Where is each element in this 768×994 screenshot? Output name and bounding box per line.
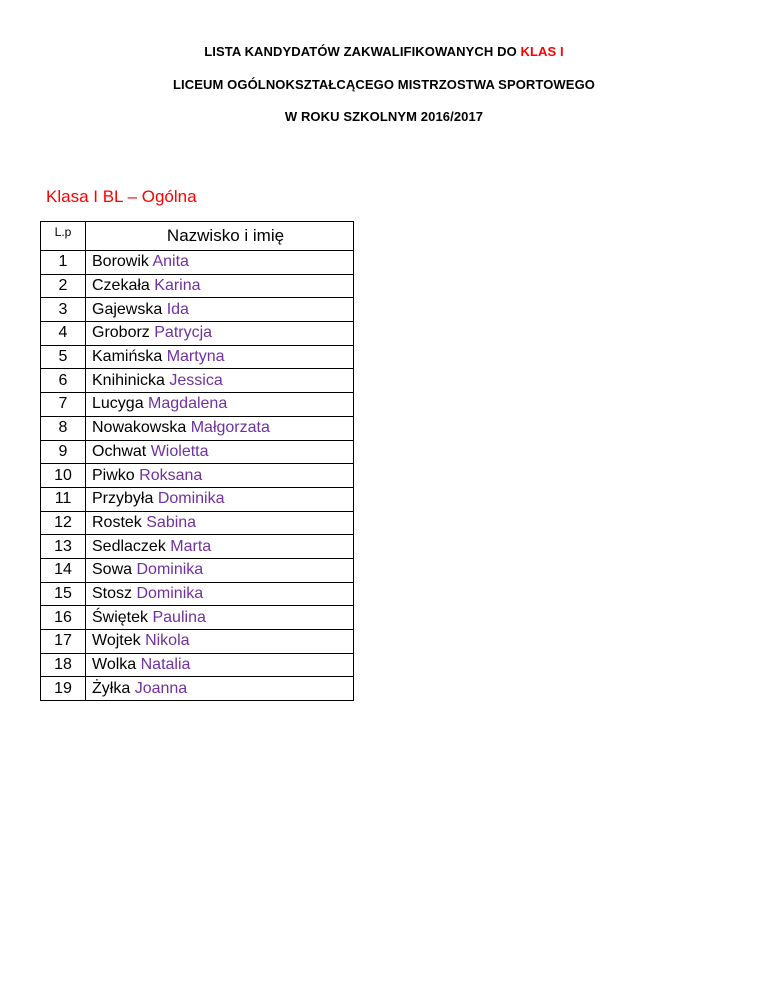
candidate-name	[86, 440, 354, 464]
table-row	[41, 535, 354, 559]
last-name: Nowakowska	[92, 419, 187, 437]
candidate-name	[86, 582, 354, 606]
candidate-name	[86, 369, 354, 393]
first-name: Dominika	[136, 584, 204, 602]
candidate-name	[86, 251, 354, 275]
candidate-name	[86, 298, 354, 322]
table-row	[41, 440, 354, 464]
row-number: 16	[41, 606, 86, 630]
row-number: 4	[41, 322, 86, 346]
table-row	[41, 393, 354, 417]
candidate-name	[86, 464, 354, 488]
first-name: Paulina	[152, 608, 206, 626]
table-row	[41, 298, 354, 322]
last-name: Borowik	[92, 253, 149, 271]
candidate-name	[86, 630, 354, 654]
candidate-name	[86, 274, 354, 298]
row-number: 7	[41, 393, 86, 417]
row-number: 14	[41, 558, 86, 582]
last-name: Świętek	[92, 608, 149, 626]
last-name: Sowa	[92, 561, 133, 579]
first-name: Anita	[152, 253, 189, 271]
title-line-1-accent: KLAS I	[520, 44, 564, 59]
table-row	[41, 251, 354, 275]
table-row	[41, 677, 354, 701]
table-header-row	[41, 222, 354, 251]
table-row	[41, 653, 354, 677]
table-row	[41, 464, 354, 488]
candidate-name	[86, 558, 354, 582]
last-name: Knihinicka	[92, 371, 165, 389]
last-name: Żyłka	[92, 679, 131, 697]
row-number: 6	[41, 369, 86, 393]
title-line-1-text: LISTA KANDYDATÓW ZAKWALIFIKOWANYCH DO	[204, 44, 521, 59]
row-number: 1	[41, 251, 86, 275]
candidate-name	[86, 606, 354, 630]
last-name: Stosz	[92, 584, 133, 602]
candidate-name	[86, 393, 354, 417]
candidate-name	[86, 535, 354, 559]
first-name: Dominika	[136, 561, 204, 579]
class-title: Klasa I BL – Ogólna	[46, 187, 197, 206]
candidate-name	[86, 677, 354, 701]
title-line-1	[0, 44, 768, 59]
row-number: 18	[41, 653, 86, 677]
candidate-name	[86, 653, 354, 677]
table-row	[41, 630, 354, 654]
table-row	[41, 369, 354, 393]
row-number: 9	[41, 440, 86, 464]
first-name: Marta	[170, 537, 212, 555]
candidate-name	[86, 322, 354, 346]
table-row	[41, 345, 354, 369]
first-name: Dominika	[157, 490, 225, 508]
column-header-name: Nazwisko i imię	[86, 222, 354, 251]
first-name: Roksana	[139, 466, 203, 484]
row-number: 11	[41, 487, 86, 511]
table-row	[41, 582, 354, 606]
first-name: Sabina	[146, 513, 197, 531]
last-name: Groborz	[92, 324, 150, 342]
candidate-name	[86, 487, 354, 511]
first-name: Natalia	[140, 656, 191, 674]
row-number: 15	[41, 582, 86, 606]
row-number: 10	[41, 464, 86, 488]
first-name: Martyna	[166, 348, 225, 366]
candidates-table	[40, 221, 354, 701]
row-number: 17	[41, 630, 86, 654]
table-row	[41, 511, 354, 535]
first-name: Karina	[154, 277, 201, 295]
last-name: Czekała	[92, 277, 150, 295]
row-number: 5	[41, 345, 86, 369]
candidate-name	[86, 416, 354, 440]
first-name: Wioletta	[150, 442, 209, 460]
first-name: Patrycja	[154, 324, 213, 342]
last-name: Przybyła	[92, 490, 154, 508]
last-name: Ochwat	[92, 442, 147, 460]
last-name: Wolka	[92, 656, 137, 674]
row-number: 3	[41, 298, 86, 322]
candidate-name	[86, 345, 354, 369]
title-line-3: W ROKU SZKOLNYM 2016/2017	[284, 109, 484, 124]
row-number: 8	[41, 416, 86, 440]
row-number: 19	[41, 677, 86, 701]
last-name: Kamińska	[92, 348, 163, 366]
first-name: Nikola	[145, 632, 190, 650]
first-name: Magdalena	[148, 395, 228, 413]
last-name: Piwko	[92, 466, 135, 484]
row-number: 13	[41, 535, 86, 559]
last-name: Lucyga	[92, 395, 144, 413]
table-row	[41, 558, 354, 582]
row-number: 2	[41, 274, 86, 298]
table-row	[41, 416, 354, 440]
first-name: Joanna	[134, 679, 188, 697]
table-row	[41, 322, 354, 346]
last-name: Wojtek	[92, 632, 141, 650]
candidate-name	[86, 511, 354, 535]
first-name: Małgorzata	[190, 419, 270, 437]
last-name: Gajewska	[92, 300, 163, 318]
row-number: 12	[41, 511, 86, 535]
table-row	[41, 487, 354, 511]
first-name: Jessica	[169, 371, 223, 389]
table-row	[41, 274, 354, 298]
last-name: Sedlaczek	[92, 537, 166, 555]
last-name: Rostek	[92, 513, 142, 531]
first-name: Ida	[166, 300, 189, 318]
table-row	[41, 606, 354, 630]
column-header-lp: L.p	[41, 222, 86, 251]
title-line-2: LICEUM OGÓLNOKSZTAŁCĄCEGO MISTRZOSTWA SPORTOWEGO	[173, 77, 595, 92]
